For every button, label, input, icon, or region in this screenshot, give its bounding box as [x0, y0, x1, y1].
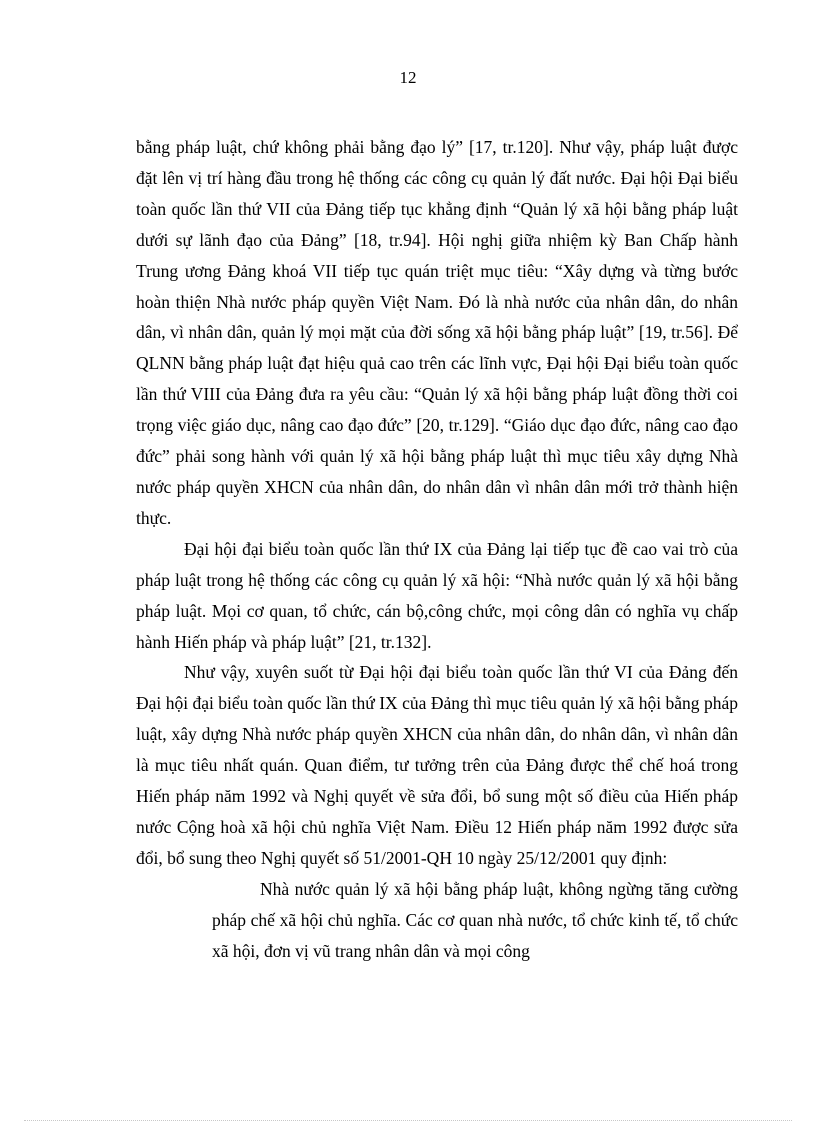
page-bottom-rule: [24, 1120, 792, 1121]
paragraph-3: Như vậy, xuyên suốt từ Đại hội đại biểu toàn quốc lần thứ VI của Đảng đến Đại hội đại biểu toàn quốc lần thứ IX của Đảng thì mục tiêu quản lý xã hội bằng pháp luật, xây dựng Nhà nước pháp quyền XHCN của nhân dân, do nhân dân, vì nhân dân là mục tiêu nhất quán. Quan điểm, tư tưởng trên của Đảng được thể chế hoá trong Hiến pháp năm 1992 và Nghị quyết về sửa đổi, bổ sung một số điều của Hiến pháp nước Cộng hoà xã hội chủ nghĩa Việt Nam. Điều 12 Hiến pháp năm 1992 được sửa đổi, bổ sung theo Nghị quyết số 51/2001-QH 10 ngày 25/12/2001 quy định:: [136, 662, 738, 868]
quoted-article-12: Nhà nước quản lý xã hội bằng pháp luật, không ngừng tăng cường pháp chế xã hội chủ nghĩa. Các cơ quan nhà nước, tổ chức kinh tế, tổ chức xã hội, đơn vị vũ trang nhân dân và mọi công: [212, 878, 738, 961]
paragraph-2: Đại hội đại biểu toàn quốc lần thứ IX của Đảng lại tiếp tục đề cao vai trò của pháp luật trong hệ thống các công cụ quản lý xã hội: “Nhà nước quản lý xã hội bằng pháp luật. Mọi cơ quan, tổ chức, cán bộ,công chức, mọi công dân có nghĩa vụ chấp hành Hiến pháp và pháp luật” [21, tr.132].: [136, 538, 738, 652]
document-body: [136, 132, 738, 966]
paragraph-1: bằng pháp luật, chứ không phải bằng đạo lý” [17, tr.120]. Như vậy, pháp luật được đặt lên vị trí hàng đầu trong hệ thống các công cụ quản lý đất nước. Đại hội Đại biểu toàn quốc lần thứ VII của Đảng tiếp tục khẳng định “Quản lý xã hội bằng pháp luật dưới sự lãnh đạo của Đảng” [18, tr.94]. Hội nghị giữa nhiệm kỳ Ban Chấp hành Trung ương Đảng khoá VII tiếp tục quán triệt mục tiêu: “Xây dựng và từng bước hoàn thiện Nhà nước pháp quyền Việt Nam. Đó là nhà nước của nhân dân, do nhân dân, vì nhân dân, quản lý mọi mặt của đời sống xã hội bằng pháp luật” [19, tr.56]. Để QLNN bằng pháp luật đạt hiệu quả cao trên các lĩnh vực, Đại hội Đại biểu toàn quốc lần thứ VIII của Đảng đưa ra yêu cầu: “Quản lý xã hội bằng pháp luật đồng thời coi trọng việc giáo dục, nâng cao đạo đức” [20, tr.129]. “Giáo dục đạo đức, nâng cao đạo đức” phải song hành với quản lý xã hội bằng pháp luật thì mục tiêu xây dựng Nhà nước pháp quyền XHCN của nhân dân, do nhân dân vì nhân dân mới trở thành hiện thực.: [136, 137, 738, 528]
page-number: 12: [399, 68, 417, 87]
